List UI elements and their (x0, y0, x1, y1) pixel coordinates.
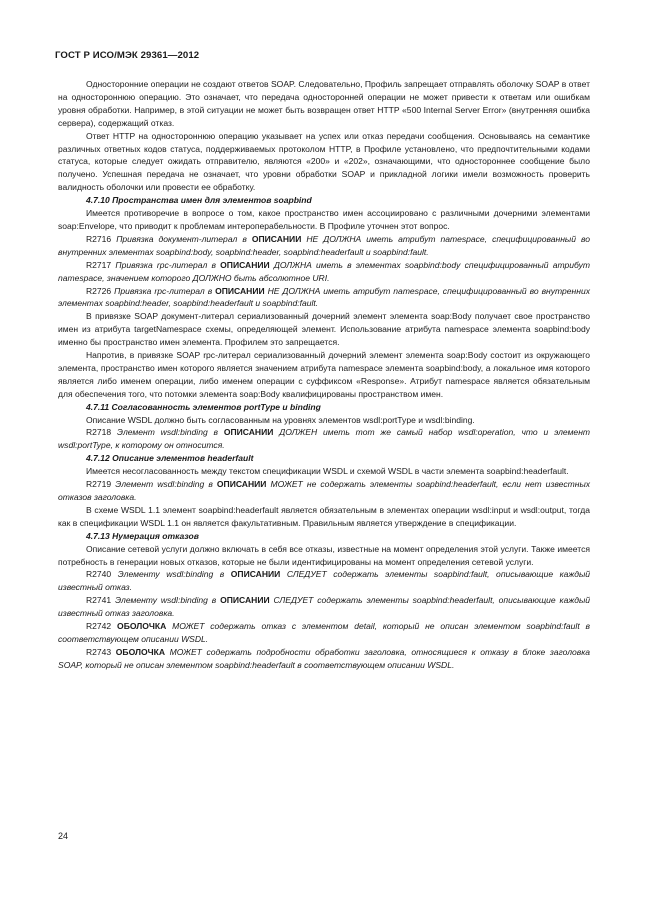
requirement-keyword: ОБОЛОЧКА (117, 621, 167, 632)
requirement-keyword: ОПИСАНИИ (216, 479, 267, 490)
section-heading: 4.7.10 Пространства имен для элементов soapbind (86, 195, 312, 206)
paragraph: В привязке SOAP документ-литерал сериализованный дочерний элемент элемента soap:Body получает свое пространство имен из атрибута targetNamespace схемы, определяющей элемент. Использование атрибута namespace элемента soapbind:body именно бы пространство имен элемента. Профилем это запрещается. (58, 311, 590, 348)
requirement-text: Привязка rpc-литерал в (115, 259, 216, 270)
document-header: ГОСТ Р ИСО/МЭК 29361—2012 (55, 50, 200, 61)
requirement-r2718 (58, 426, 590, 452)
requirement-text: СЛЕДУЕТ содержать элементы soapbind:headerfault, описывающие каждый известный отказ заголовка. (58, 595, 590, 619)
section-heading: 4.7.11 Согласованность элементов portType и binding (86, 401, 321, 412)
requirement-r2741 (58, 594, 590, 620)
requirement-id: R2743 (86, 646, 112, 657)
requirement-r2716 (58, 233, 590, 259)
page-number: 24 (58, 831, 69, 841)
requirement-text: Элементу wsdl:binding в (117, 569, 225, 580)
paragraph: Описание сетевой услуги должно включать в себя все отказы, известные на момент определения этой услуги. Также имеется потребность в генерации новых отказов, которые не были идентифицированы на момент определения сетевой услуги. (58, 543, 590, 567)
requirement-keyword: ОПИСАНИИ (223, 427, 274, 438)
requirement-id: R2717 (86, 259, 112, 270)
requirement-text: НЕ ДОЛЖНА иметь атрибут namespace, специфицированный во внутренних элементах soapbind:body, soapbind:header, soapbind:headerfault и soapbind:fault. (58, 233, 591, 257)
requirement-text: Элементу wsdl:binding в (115, 595, 217, 606)
requirement-id: R2742 (86, 621, 112, 632)
requirement-text: Элемент wsdl:binding в (117, 427, 218, 438)
requirement-text: МОЖЕТ содержать отказ с элементом detail, который не описан элементом soapbind:fault в соответствующем описании WSDL. (58, 621, 591, 644)
requirement-text: МОЖЕТ содержать подробности обработки заголовка, относящиеся к отказу в блоке заголовка SOAP, который не описан элементом soapbind:headerfault в соответствующем описании WSDL. (58, 646, 591, 670)
requirement-id: R2716 (86, 233, 112, 244)
paragraph: Имеется несогласованность между текстом спецификации WSDL и схемой WSDL в части элемента soapbind:headerfault. (86, 466, 569, 477)
paragraph: В схеме WSDL 1.1 элемент soapbind:headerfault является обязательным в элементах операции wsdl:input и wsdl:output, тогда как в спецификации WSDL 1.1 он является факультативным. Правильным является утверждение в спецификации. (58, 504, 590, 528)
requirement-text: НЕ ДОЛЖНА иметь атрибут namespace, специфицированный во внутренних элементах soapbind:header, soapbind:headerfault и soapbind:fault. (58, 285, 590, 309)
paragraph: Имеется противоречие в вопросе о том, какое пространство имен ассоциировано с различными дочерними элементами soap:Envelope, что приводит к проблемам интероперабельности. В Профиле уточнен этот вопрос. (58, 208, 590, 231)
requirement-keyword: ОПИСАНИИ (230, 569, 281, 580)
requirement-r2719 (58, 478, 590, 504)
requirement-text: ДОЛЖЕН иметь тот же самый набор wsdl:operation, что и элемент wsdl:portType, к которому он относится. (58, 427, 591, 451)
section-heading: 4.7.13 Нумерация отказов (86, 530, 199, 541)
paragraph: Описание WSDL должно быть согласованным на уровнях элементов wsdl:portType и wsdl:binding. (86, 414, 475, 425)
requirement-id: R2726 (86, 285, 112, 296)
requirement-id: R2740 (86, 569, 112, 580)
requirement-text: МОЖЕТ не содержать элементы soapbind:headerfault, если нет известных отказов заголовка. (58, 479, 591, 502)
requirement-keyword: ОПИСАНИИ (220, 259, 270, 270)
requirement-text: Элемент wsdl:binding в (115, 479, 213, 490)
requirement-keyword: ОПИСАНИИ (251, 233, 302, 244)
paragraph: Ответ HTTP на одностороннюю операцию указывает на успех или отказ передачи сообщения. Основываясь на семантике различных ответных кодов статуса, поддерживаемых протоколом HTTP, в Профиле установлено, что предпочтительными кодами статуса, которые следует ожидать отправителю, являются «200» и «202», означающими, что одностороннее сообщение было получено. Успешная передача не означает, что уровни обработки SOAP и прикладной логики имели возможность проверить валидность оболочки или провести ее обработку. (58, 130, 590, 193)
requirement-r2740 (58, 568, 590, 594)
requirement-id: R2719 (86, 479, 112, 490)
paragraph: Односторонние операции не создают ответов SOAP. Следовательно, Профиль запрещает отправлять оболочку SOAP в ответ на одностороннюю операцию. Это означает, что передача односторонней операции не может привести к ответам или ошибкам уровня обработки. Например, в этой ситуации не может быть возвращен ответ HTTP «500 Internal Server Error» (внутренняя ошибка сервера), содержащий отказ. (58, 79, 590, 128)
requirement-r2726 (58, 285, 590, 311)
requirement-id: R2718 (86, 427, 112, 438)
requirement-text: Привязка документ-литерал в (116, 233, 247, 244)
requirement-r2742 (58, 620, 590, 646)
requirement-r2717 (58, 259, 590, 285)
paragraph: Напротив, в привязке SOAP rpc-литерал сериализованный дочерний элемент элемента soap:Body состоит из окружающего элемента, пространство имен которого является значением атрибута namespace элемента soapbind:body, а локальное имя которого является либо именем операции, либо именем операции с суффиксом «Response». Атрибут namespace является обязательным для обеспечения того, что потомки элемента soap:Body квалифицированы пространством имен. (58, 350, 590, 399)
section-heading: 4.7.12 Описание элементов headerfault (86, 453, 254, 464)
requirement-r2743 (58, 646, 590, 672)
requirement-text: ДОЛЖНА иметь в элементах soapbind:body специфицированный атрибут namespace, значением которого ДОЛЖНО быть абсолютное URI. (58, 259, 591, 283)
requirement-keyword: ОПИСАНИИ (220, 595, 270, 606)
requirement-text: Привязка rpc-литерал в (114, 285, 213, 296)
requirement-id: R2741 (86, 595, 112, 606)
document-body (58, 78, 590, 672)
requirement-text: СЛЕДУЕТ содержать элементы soapbind:fault, описывающие каждый известный отказ. (58, 569, 591, 593)
requirement-keyword: ОПИСАНИИ (215, 285, 265, 296)
requirement-keyword: ОБОЛОЧКА (115, 646, 166, 657)
